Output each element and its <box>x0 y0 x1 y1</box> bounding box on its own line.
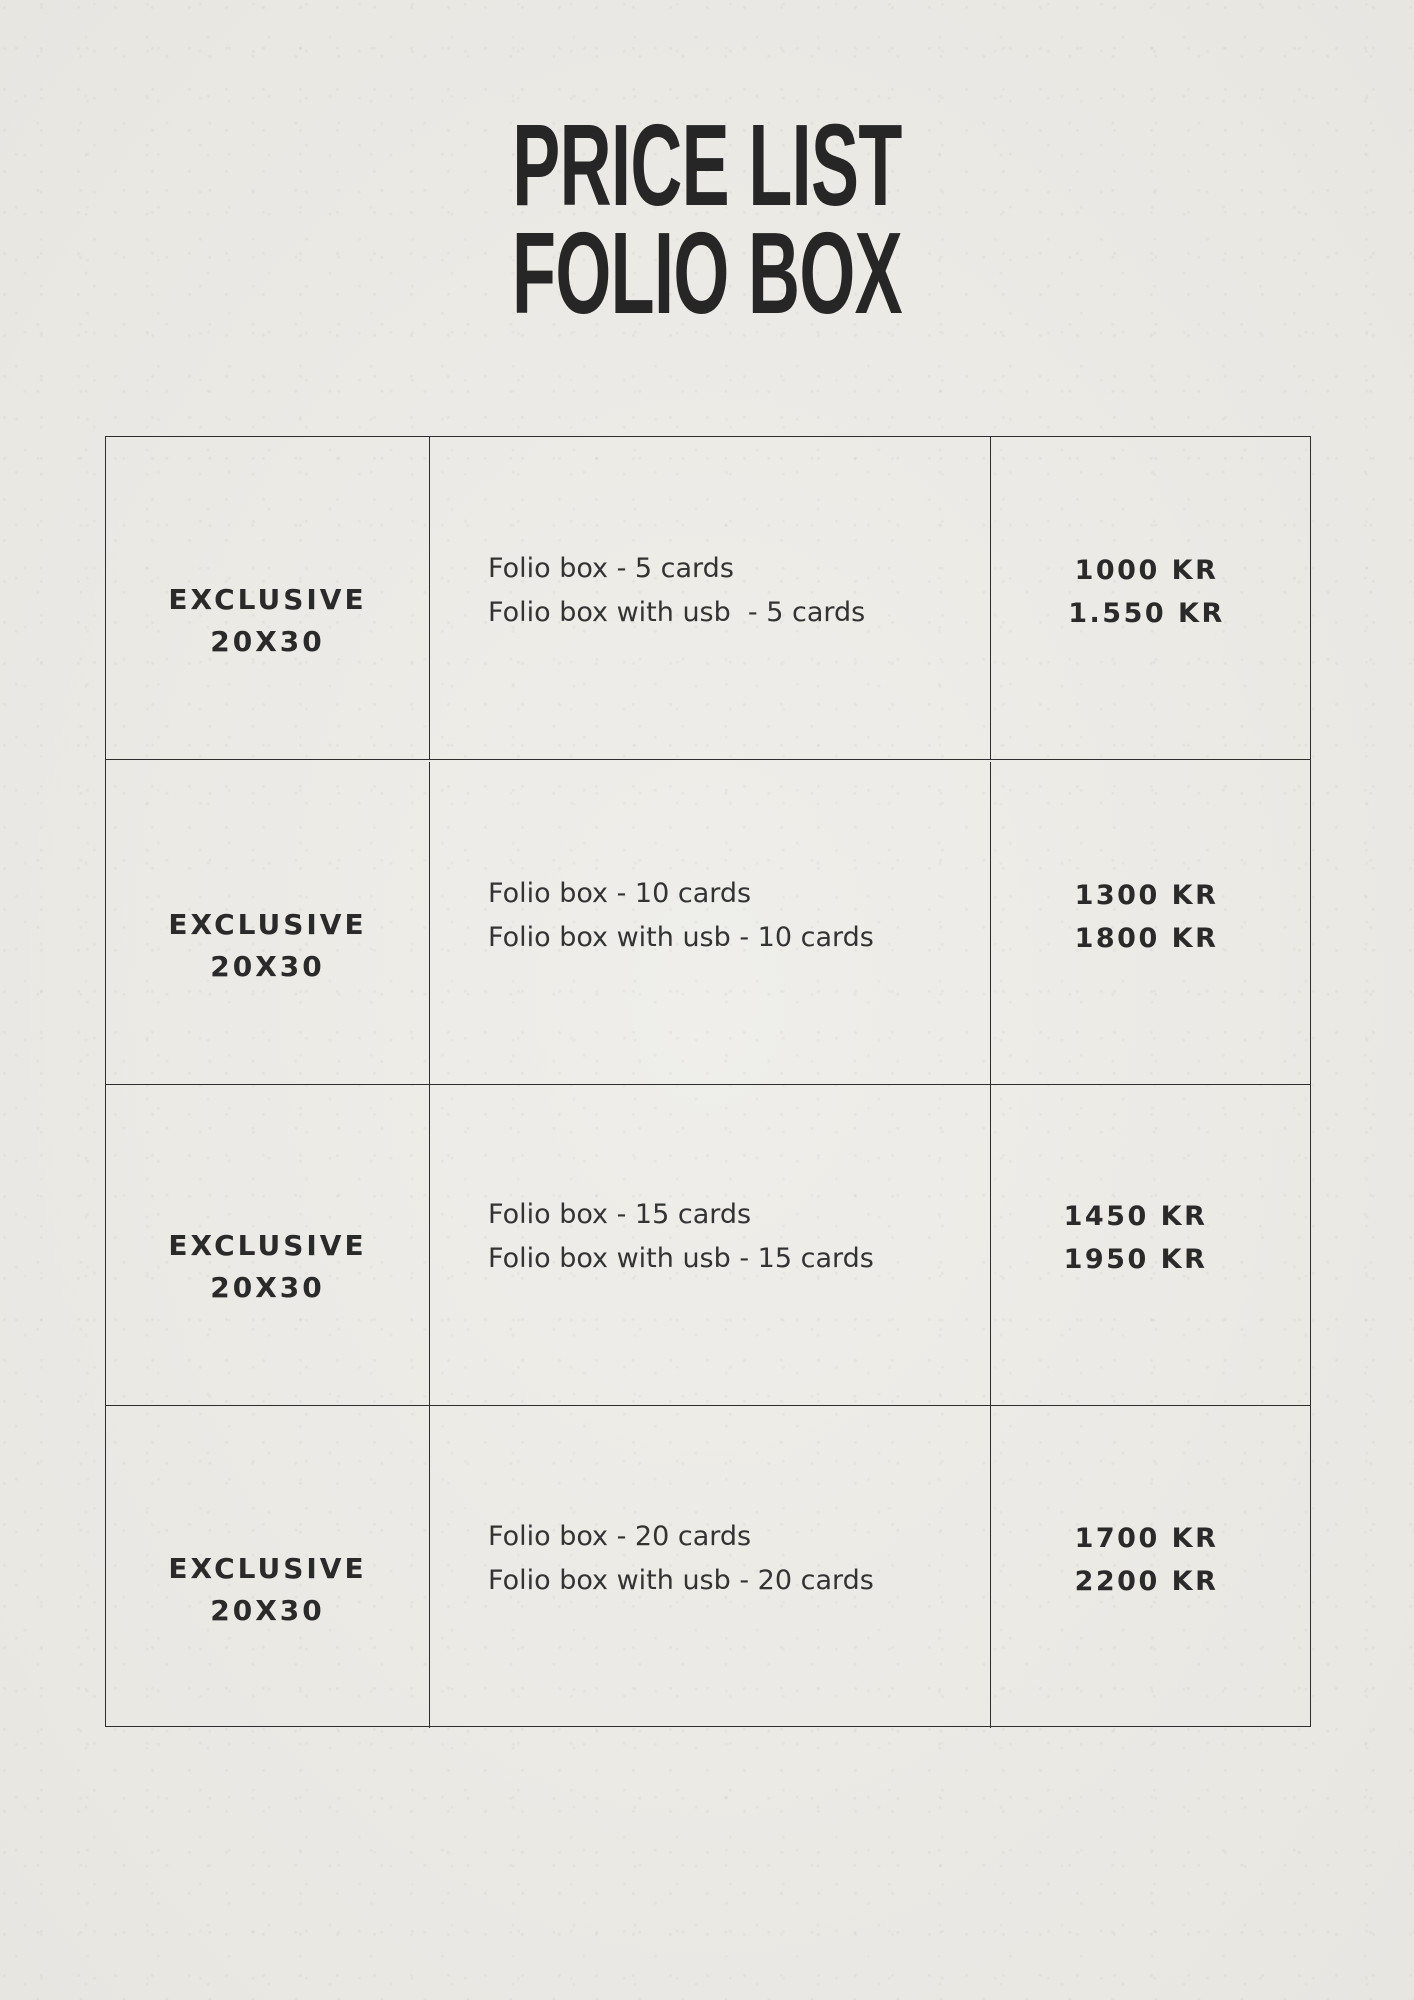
item-description: Folio box - 5 cards <box>488 553 734 584</box>
price-cell <box>991 437 1310 759</box>
item-description: Folio box with usb - 10 cards <box>488 922 874 953</box>
item-price: 1700 KR <box>1074 1523 1219 1554</box>
item-description: Folio box with usb - 20 cards <box>488 1565 874 1596</box>
category-name: EXCLUSIVE <box>168 1229 367 1262</box>
category-cell <box>106 1083 430 1405</box>
category-name: EXCLUSIVE <box>168 1551 367 1585</box>
category-cell <box>106 1405 430 1728</box>
item-price: 1300 KR <box>1074 880 1219 911</box>
table-row <box>106 1083 1310 1406</box>
category-size: 20X30 <box>210 625 325 658</box>
item-price: 1.550 KR <box>1068 598 1225 629</box>
item-description: Folio box with usb - 5 cards <box>488 597 866 628</box>
category-size: 20X30 <box>210 1593 325 1627</box>
price-cell <box>991 1083 1310 1405</box>
item-description: Folio box with usb - 15 cards <box>488 1243 874 1274</box>
item-price: 1950 KR <box>1063 1244 1208 1275</box>
table-row <box>106 1405 1310 1728</box>
category-cell <box>106 437 430 759</box>
price-cell <box>991 1405 1310 1728</box>
category-name: EXCLUSIVE <box>168 583 367 616</box>
page-title-line-2: FOLIO BOX <box>512 208 902 338</box>
table-row <box>106 437 1310 760</box>
item-price: 2200 KR <box>1074 1566 1219 1597</box>
item-description: Folio box - 10 cards <box>488 878 752 909</box>
item-price: 1000 KR <box>1074 555 1219 586</box>
table-row <box>106 762 1310 1085</box>
item-price: 1800 KR <box>1074 923 1219 954</box>
description-cell <box>430 762 991 1084</box>
item-description: Folio box - 20 cards <box>488 1521 752 1552</box>
description-cell <box>430 1083 991 1405</box>
price-cell <box>991 762 1310 1084</box>
item-price: 1450 KR <box>1063 1201 1208 1232</box>
category-cell <box>106 762 430 1084</box>
category-size: 20X30 <box>210 1271 325 1304</box>
description-cell <box>430 437 991 759</box>
category-name: EXCLUSIVE <box>168 908 367 941</box>
description-cell <box>430 1405 991 1728</box>
price-table <box>105 436 1311 1727</box>
category-size: 20X30 <box>210 950 325 983</box>
page-title-line-1: PRICE LIST <box>512 100 902 230</box>
item-description: Folio box - 15 cards <box>488 1199 752 1230</box>
